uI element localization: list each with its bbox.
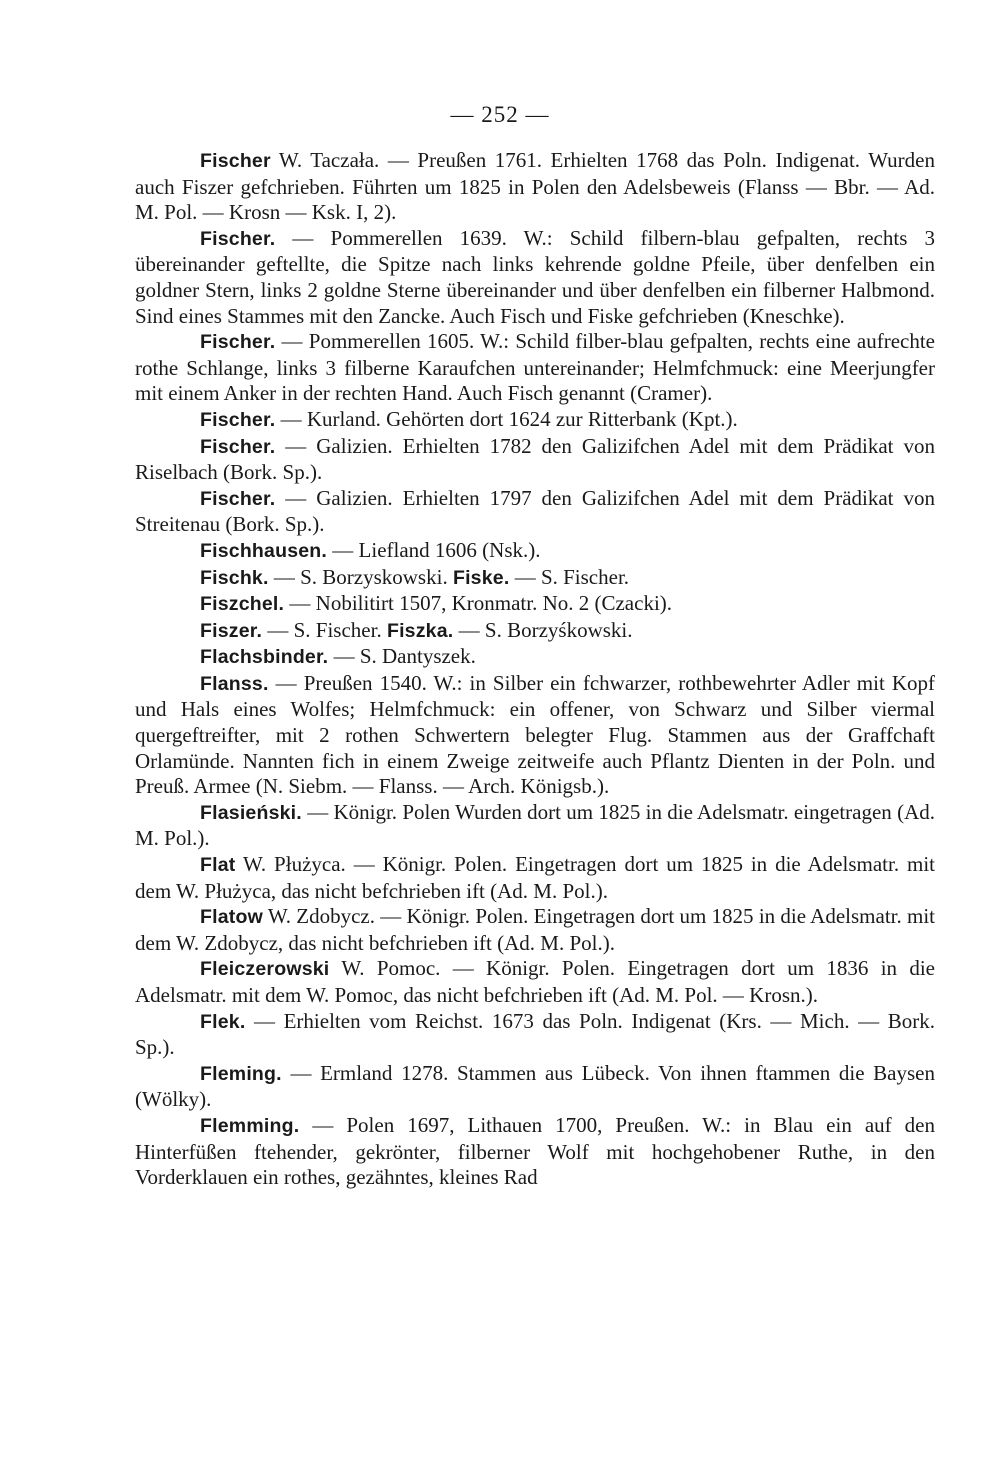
entry-text: W. Zdobycz. — Königr. Polen. Eingetragen dort um 1825 in die Adelsmatr. mit dem W. Zdobycz, das nicht befchrieben ift (Ad. M. Pol.). — [135, 904, 935, 955]
entry — [135, 591, 935, 618]
entry — [135, 800, 935, 852]
entry-head: Fischer. — [200, 435, 276, 458]
entry-head: Flatow — [200, 906, 263, 929]
entry-head: Fleming. — [200, 1062, 282, 1085]
entry — [135, 538, 935, 565]
entry-head: Flat — [200, 854, 236, 877]
entry-text: — Erhielten vom Reichst. 1673 das Poln. Indigenat (Krs. — Mich. — Bork. Sp.). — [135, 1008, 935, 1060]
entry-head: Fleiczerowski — [200, 958, 330, 981]
entry-head: Fischer — [200, 150, 271, 172]
entry-head: Fischer. — [200, 487, 276, 510]
entry — [135, 852, 935, 904]
entry-head: Flachsbinder. — [200, 646, 329, 669]
entry-head: Fischhausen. — [200, 539, 328, 562]
entry — [135, 226, 935, 329]
entry-text: — S. Dantyszek. — [328, 644, 476, 669]
entry-text: W. Płużyca. — Königr. Polen. Eingetragen dort um 1825 in die Adelsmatr. mit dem W. Płużyca, das nicht befchrieben ift (Ad. M. Pol.). — [135, 852, 935, 903]
entry-head: Fiszchel. — [200, 593, 285, 616]
entry — [135, 671, 935, 800]
entry — [135, 644, 935, 671]
entry — [135, 329, 935, 407]
entry — [135, 1009, 935, 1061]
entry-head: Fischer. — [200, 331, 276, 354]
entry — [135, 904, 935, 956]
entry-head: Flasieński. — [200, 801, 302, 824]
entry-text: — Galizien. Erhielten 1797 den Galizifchen Adel mit dem Prädikat von Streitenau (Bork. Sp.). — [135, 485, 935, 537]
entry-text: — Pommerellen 1605. W.: Schild filber-blau gefpalten, rechts eine aufrechte rothe Schlange, links 3 filberne Karaufchen untereinander; Helmfchmuck: eine Meerjungfer mit einem Anker in der rechten Hand. Auch Fisch genannt (Cramer). — [135, 329, 935, 406]
entry-text: — Galizien. Erhielten 1782 den Galizifchen Adel mit dem Prädikat von Riselbach (Bork. Sp.). — [135, 433, 935, 485]
entry-text: — Königr. Polen Wurden dort um 1825 in die Adelsmatr. eingetragen (Ad. M. Pol.). — [135, 799, 935, 851]
entry — [135, 407, 935, 434]
entry-text: — Nobilitirt 1507, Kronmatr. No. 2 (Czacki). — [284, 591, 673, 616]
entry — [135, 618, 935, 645]
entry-text: — S. Fischer. — [509, 564, 630, 589]
entry-head: Flanss. — [200, 672, 269, 695]
entry-text: W. Taczała. — Preußen 1761. Erhielten 1768 das Poln. Indigenat. Wurden auch Fiszer gefchrieben. Führten um 1825 in Polen den Adelsbeweis (Flanss — Bbr. — Ad. M. Pol. — Krosn — Ksk. I, 2). — [135, 148, 935, 225]
entry-text: — Preußen 1540. W.: in Silber ein fchwarzer, rothbewehrter Adler mit Kopf und Hals eines Wolfes; Helmfchmuck: ein offener, von Schwarz und Silber viermal quergeftreifter, mit 2 rothen Schwertern belegter Flug. Stammen aus der Graffchaft Orlamünde. Nannten fich in einem Zweige zeitweife auch Pflantz Dienten in der Poln. und Preuß. Armee (N. Siebm. — Flanss. — Arch. Königsb.). — [135, 670, 935, 799]
entry-head: Fiszka. — [386, 619, 454, 642]
entry-text: — Polen 1697, Lithauen 1700, Preußen. W.: in Blau ein auf den Hinterfüßen ftehender, gekrönter, filberner Wolf mit hochgehobener Ruthe, in den Vorderklauen ein rothes, gezähntes, kleines Rad — [135, 1112, 935, 1190]
entry — [135, 1061, 935, 1113]
entry — [135, 434, 935, 486]
entry-head: Fiszer. — [200, 619, 263, 642]
entry — [135, 956, 935, 1008]
entry — [135, 486, 935, 538]
entry-text: — S. Borzyśkowski. — [453, 617, 633, 642]
entry-head: Fischk. — [200, 566, 269, 589]
entry-text: — Kurland. Gehörten dort 1624 zur Ritterbank (Kpt.). — [275, 406, 738, 431]
entry-text: W. Pomoc. — Königr. Polen. Eingetragen dort um 1836 in die Adelsmatr. mit dem W. Pomoc, das nicht befchrieben ift (Ad. M. Pol. — Krosn.). — [135, 956, 935, 1007]
entry-head: Flek. — [200, 1010, 246, 1033]
entry — [135, 148, 935, 226]
entry-text: — S. Fischer. — [262, 617, 387, 642]
entry — [135, 565, 935, 592]
entry-head: Fiske. — [452, 566, 510, 589]
entry-text: — Liefland 1606 (Nsk.). — [327, 537, 541, 562]
entry — [135, 1113, 935, 1191]
page-number: — 252 — — [450, 102, 550, 127]
entry-text: — S. Borzyskowski. — [268, 564, 453, 589]
entry-head: Fischer. — [200, 408, 276, 431]
entry-text: — Pommerellen 1639. W.: Schild filbern-blau gefpalten, rechts 3 übereinander geftellte, die Spitze nach links kehrende goldne Pfeile, über denfelben ein goldner Stern, links 2 goldne Sterne übereinander und über denfelben ein filberner Halbmond. Sind eines Stammes mit den Zancke. Auch Fisch und Fiske gefchrieben (Kneschke). — [135, 225, 935, 328]
entry-head: Fischer. — [200, 227, 276, 250]
entry-head: Flemming. — [200, 1114, 300, 1137]
entry-text: — Ermland 1278. Stammen aus Lübeck. Von ihnen ftammen die Baysen (Wölky). — [135, 1060, 935, 1112]
entries-column — [135, 148, 935, 1191]
